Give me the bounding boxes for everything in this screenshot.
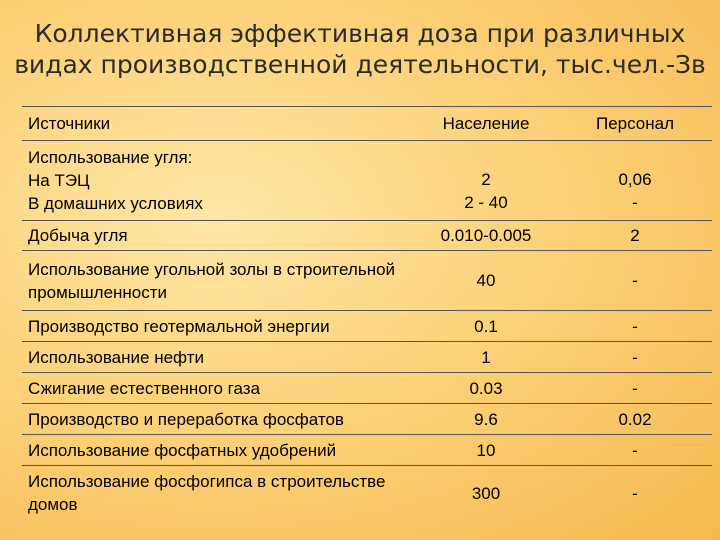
row-source: Добыча угля xyxy=(22,221,414,251)
coal-use-sub-home: В домашних условиях xyxy=(28,194,203,213)
coal-personnel-tpp: 0,06 xyxy=(618,169,652,189)
row-population: 300 xyxy=(414,466,558,521)
table-row xyxy=(22,342,712,373)
table-row xyxy=(22,251,712,311)
coal-population-cell xyxy=(414,141,558,221)
row-personnel: - xyxy=(558,342,712,373)
dose-table xyxy=(22,106,712,521)
header-population: Население xyxy=(414,107,558,141)
row-population: 0.010-0.005 xyxy=(414,221,558,251)
row-personnel: - xyxy=(558,251,712,311)
table-row xyxy=(22,466,712,521)
row-source: Сжигание естественного газа xyxy=(22,373,414,404)
table-row xyxy=(22,311,712,342)
row-population: 9.6 xyxy=(414,404,558,435)
row-population: 10 xyxy=(414,435,558,466)
row-personnel: - xyxy=(558,311,712,342)
header-personnel: Персонал xyxy=(558,107,712,141)
row-source: Использование фосфогипса в строительстве домов xyxy=(22,466,414,521)
row-source: Производство геотермальной энергии xyxy=(22,311,414,342)
row-personnel: - xyxy=(558,435,712,466)
row-source: Использование угольной золы в строительной промышленности xyxy=(22,251,414,311)
table-row xyxy=(22,141,712,221)
table-row xyxy=(22,373,712,404)
title-line-1: Коллективная эффективная доза при различных xyxy=(34,19,686,48)
row-population: 0.03 xyxy=(414,373,558,404)
row-source: Использование фосфатных удобрений xyxy=(22,435,414,466)
title-line-2: видах производственной деятельности, тыс.чел.-Зв xyxy=(14,50,706,79)
coal-use-cell xyxy=(22,141,414,221)
row-personnel: 0.02 xyxy=(558,404,712,435)
coal-population-home: 2 - 40 xyxy=(464,192,508,212)
table-header-row xyxy=(22,107,712,141)
coal-population-tpp: 2 xyxy=(481,169,491,189)
coal-use-sub-tpp: На ТЭЦ xyxy=(28,171,90,190)
table-row xyxy=(22,221,712,251)
header-source: Источники xyxy=(22,107,414,141)
row-population: 1 xyxy=(414,342,558,373)
row-personnel: - xyxy=(558,466,712,521)
coal-personnel-cell xyxy=(558,141,712,221)
row-personnel: - xyxy=(558,373,712,404)
row-personnel: 2 xyxy=(558,221,712,251)
row-population: 40 xyxy=(414,251,558,311)
slide-title xyxy=(0,18,720,80)
table-row xyxy=(22,404,712,435)
table-row xyxy=(22,435,712,466)
coal-use-label: Использование угля: xyxy=(28,148,193,167)
row-population: 0.1 xyxy=(414,311,558,342)
row-source: Производство и переработка фосфатов xyxy=(22,404,414,435)
row-source: Использование нефти xyxy=(22,342,414,373)
coal-personnel-home: - xyxy=(632,192,638,212)
